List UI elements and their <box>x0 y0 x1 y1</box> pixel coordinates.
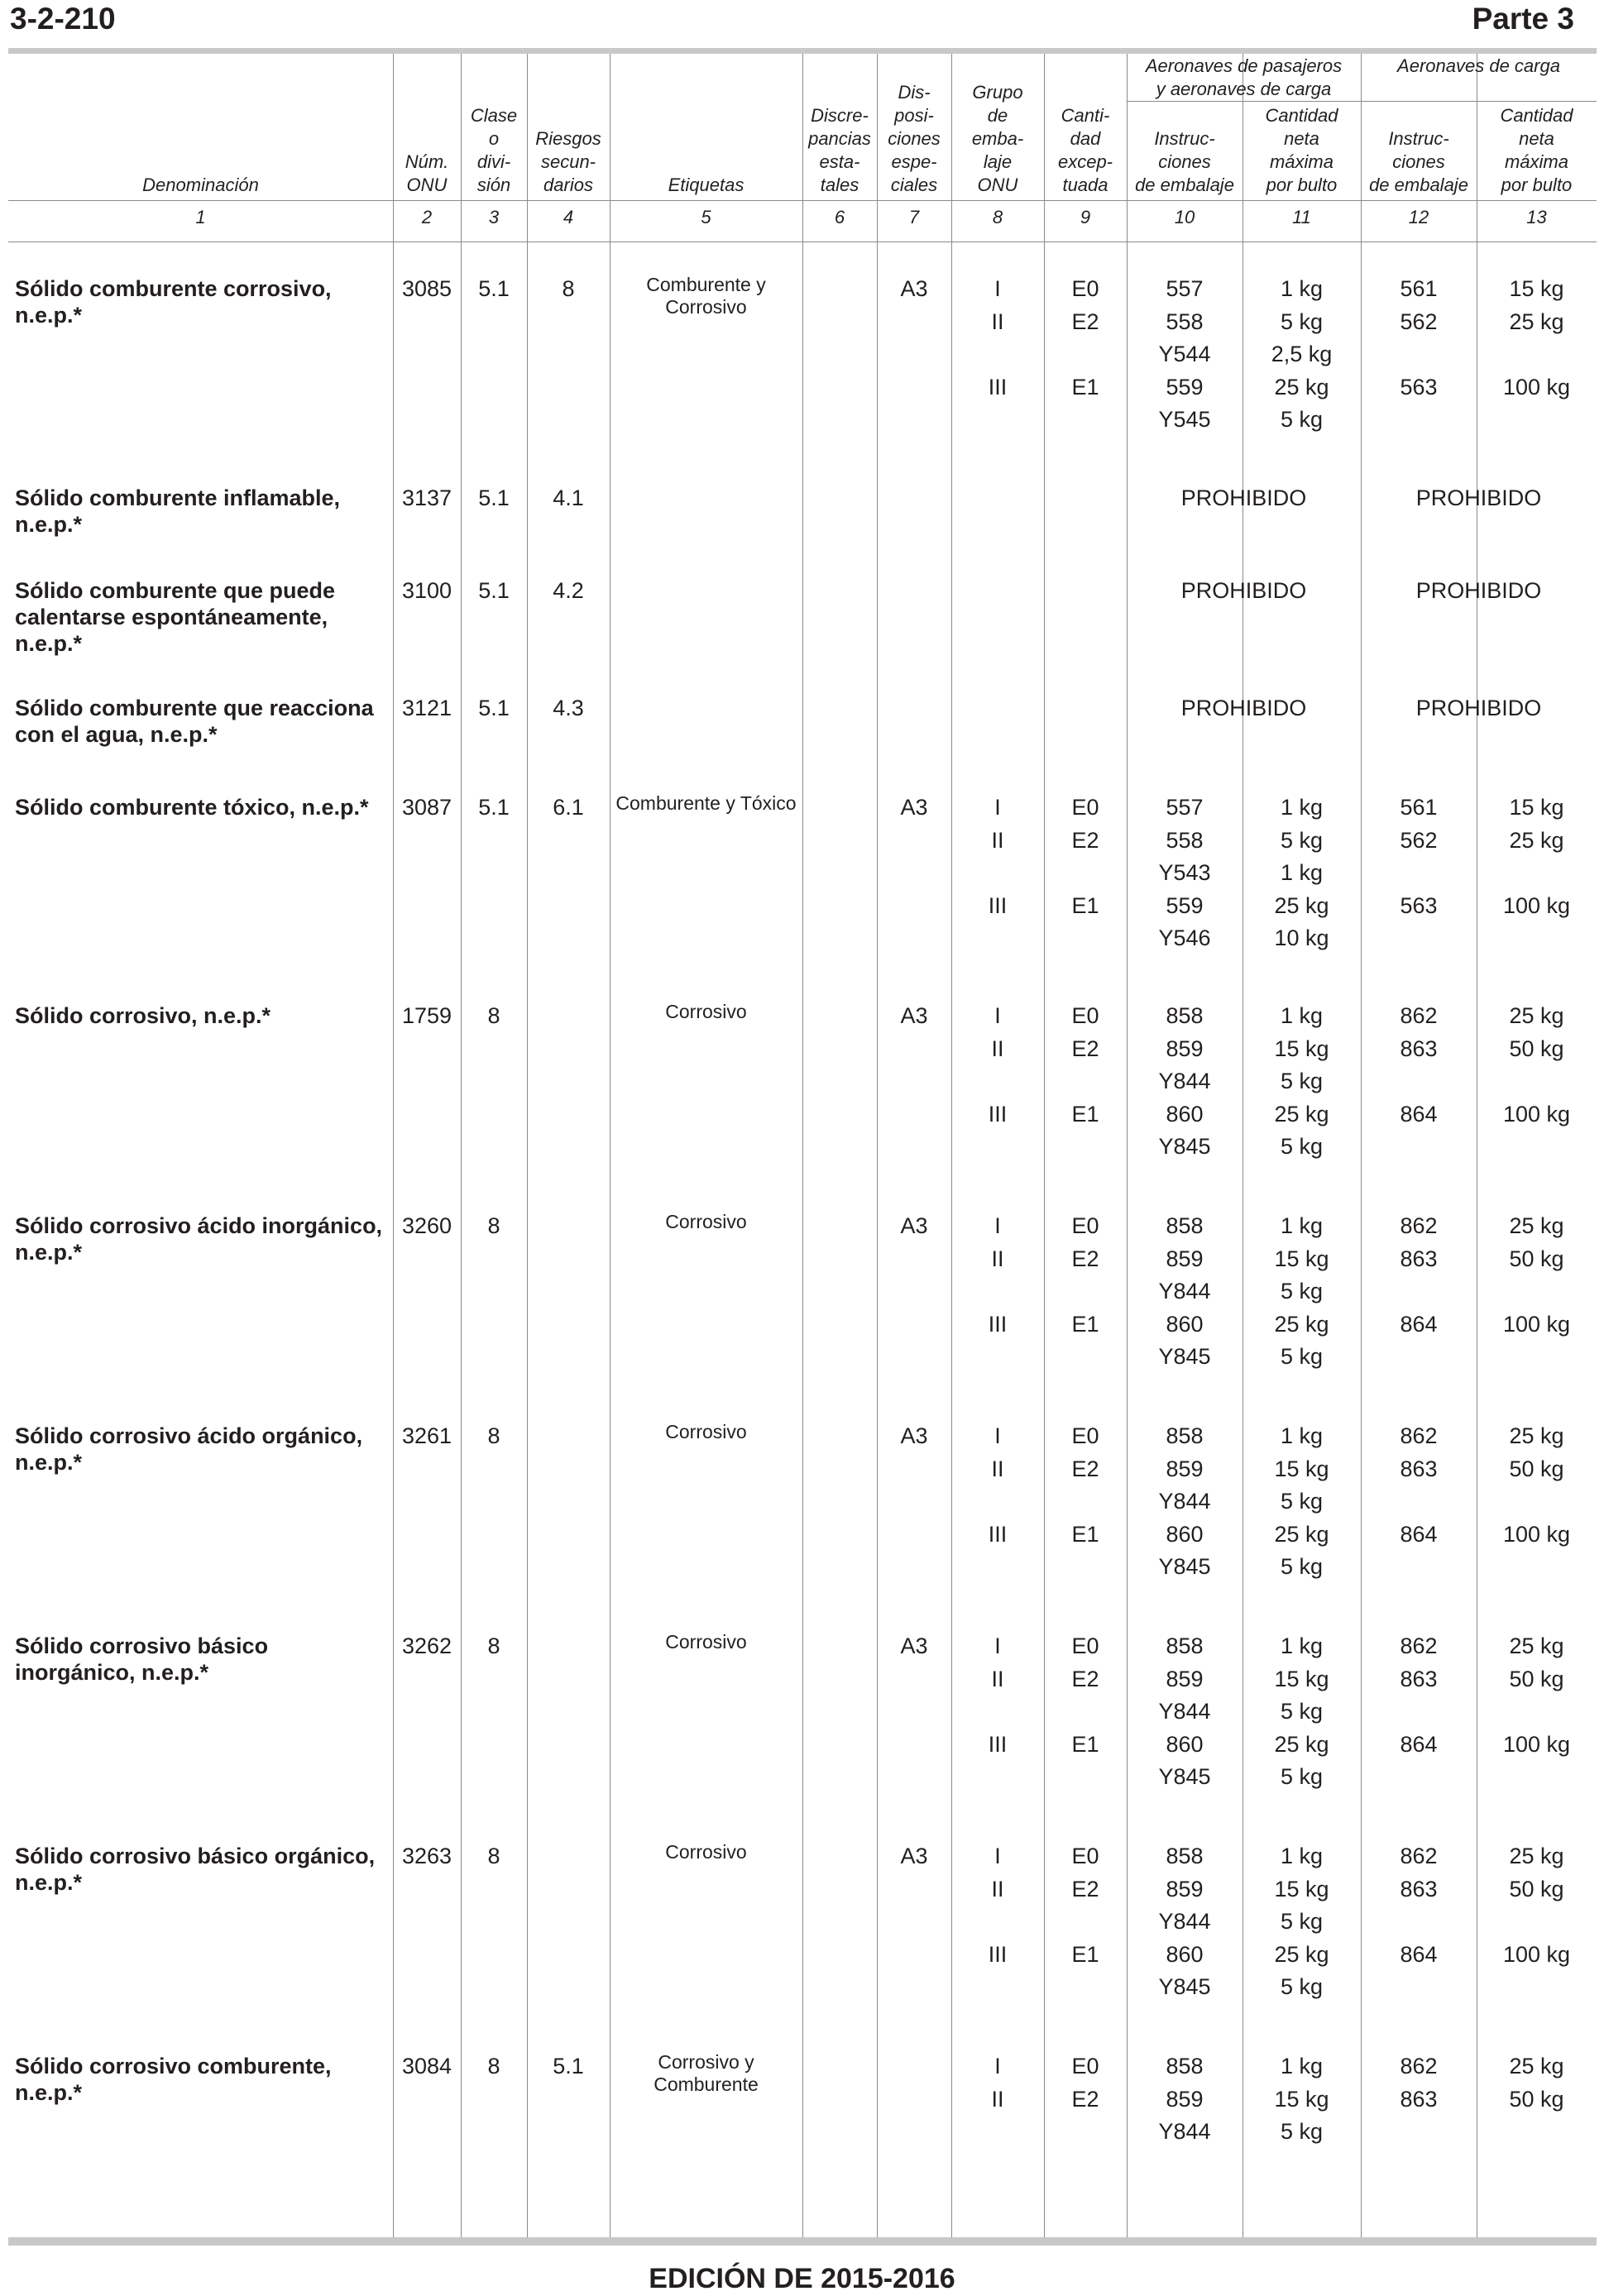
class-division: 8 <box>487 1844 500 1868</box>
pax-max-net-quantity: 25 kg <box>1274 1941 1329 1967</box>
pax-packing-instruction: Y545 <box>1158 407 1211 432</box>
cargo-packing-instruction: 863 <box>1400 1246 1438 1271</box>
packing-group: III <box>988 374 1008 399</box>
class-division: 5.1 <box>478 795 510 820</box>
pax-packing-instruction: 557 <box>1166 276 1204 301</box>
header-col-1: Denominación <box>142 175 259 195</box>
cargo-max-net-quantity: 25 kg <box>1509 1844 1564 1868</box>
pax-max-net-quantity: 5 kg <box>1280 1974 1324 1999</box>
column-number: 10 <box>1174 207 1195 227</box>
hazard-labels: Corrosivo <box>665 1001 747 1022</box>
part-label: Parte 3 <box>1472 2 1574 36</box>
excepted-quantity: E2 <box>1071 2086 1099 2112</box>
excepted-quantity: E1 <box>1071 374 1099 399</box>
cargo-max-net-quantity: 15 kg <box>1509 276 1564 301</box>
packing-group: I <box>994 1213 1001 1238</box>
class-division: 8 <box>487 1634 500 1658</box>
column-divider <box>877 54 878 2237</box>
pax-packing-instruction: Y845 <box>1158 1554 1211 1579</box>
un-number: 3084 <box>401 2054 452 2078</box>
pax-max-net-quantity: 5 kg <box>1280 2119 1324 2144</box>
pax-packing-instruction: 859 <box>1166 2086 1204 2112</box>
cargo-packing-instruction: 862 <box>1400 2054 1438 2078</box>
cargo-max-net-quantity: 100 kg <box>1502 1941 1571 1967</box>
secondary-risk: 4.1 <box>553 486 584 510</box>
bottom-rule <box>8 2237 1597 2246</box>
secondary-risk: 4.2 <box>553 578 584 603</box>
pax-packing-instruction: 559 <box>1166 892 1204 918</box>
hazard-labels: Corrosivo <box>665 1631 747 1653</box>
pax-max-net-quantity: 5 kg <box>1280 309 1324 334</box>
pax-packing-instruction: 858 <box>1166 1634 1204 1658</box>
cargo-packing-instruction: 864 <box>1400 1521 1438 1547</box>
cargo-max-net-quantity: 100 kg <box>1502 374 1571 399</box>
cargo-packing-instruction: 562 <box>1400 309 1438 334</box>
pax-max-net-quantity: 15 kg <box>1274 1456 1329 1481</box>
pax-packing-instruction: 858 <box>1166 1844 1204 1868</box>
cargo-max-net-quantity: 100 kg <box>1502 1731 1571 1757</box>
column-number: 4 <box>563 207 574 227</box>
pax-max-net-quantity: 5 kg <box>1280 1699 1324 1724</box>
column-number: 9 <box>1080 207 1091 227</box>
cargo-max-net-quantity: 25 kg <box>1509 1003 1564 1028</box>
header-col-8: Grupo de emba- laje ONU <box>971 82 1024 195</box>
column-number: 3 <box>488 207 500 227</box>
packing-group: I <box>994 1844 1001 1868</box>
pax-max-net-quantity: 5 kg <box>1280 1554 1324 1579</box>
prohibited-passenger: PROHIBIDO <box>1180 486 1307 510</box>
pax-packing-instruction: 860 <box>1166 1101 1204 1126</box>
pax-packing-instruction: 860 <box>1166 1941 1204 1967</box>
pax-packing-instruction: Y546 <box>1158 926 1211 950</box>
substance-name: Sólido comburente tóxico, n.e.p.* <box>15 795 369 820</box>
column-number: 5 <box>701 207 711 227</box>
pax-max-net-quantity: 10 kg <box>1274 926 1329 950</box>
cargo-max-net-quantity: 100 kg <box>1502 1101 1571 1126</box>
header-group-passenger: Aeronaves de pasajeros y aeronaves de carga <box>1145 55 1343 99</box>
packing-group: II <box>991 309 1004 334</box>
packing-group: III <box>988 1521 1008 1547</box>
pax-packing-instruction: Y844 <box>1158 1279 1211 1303</box>
packing-group: III <box>988 1941 1008 1967</box>
pax-max-net-quantity: 1 kg <box>1280 1423 1324 1448</box>
packing-group: III <box>988 1311 1008 1337</box>
packing-group: I <box>994 2054 1001 2078</box>
cargo-packing-instruction: 863 <box>1400 2086 1438 2112</box>
header-col-11: Cantidad neta máxima por bulto <box>1265 105 1338 195</box>
special-provisions: A3 <box>900 1213 928 1238</box>
excepted-quantity: E1 <box>1071 1311 1099 1337</box>
cargo-max-net-quantity: 50 kg <box>1509 1246 1564 1271</box>
pax-packing-instruction: 858 <box>1166 1003 1204 1028</box>
special-provisions: A3 <box>900 1003 928 1028</box>
substance-name: Sólido comburente corrosivo, n.e.p.* <box>15 276 332 328</box>
pax-max-net-quantity: 1 kg <box>1280 1003 1324 1028</box>
un-number: 3100 <box>401 578 452 603</box>
pax-packing-instruction: Y544 <box>1158 342 1211 366</box>
column-number: 6 <box>834 207 845 227</box>
prohibited-cargo: PROHIBIDO <box>1415 486 1542 510</box>
packing-group: II <box>991 1666 1004 1691</box>
secondary-risk: 4.3 <box>553 696 584 720</box>
packing-group: I <box>994 276 1001 301</box>
cargo-packing-instruction: 864 <box>1400 1101 1438 1126</box>
excepted-quantity: E0 <box>1071 795 1099 820</box>
secondary-risk: 6.1 <box>553 795 584 820</box>
column-number: 8 <box>992 207 1003 227</box>
pax-max-net-quantity: 1 kg <box>1280 1634 1324 1658</box>
excepted-quantity: E1 <box>1071 1101 1099 1126</box>
excepted-quantity: E0 <box>1071 2054 1099 2078</box>
pax-max-net-quantity: 25 kg <box>1274 1101 1329 1126</box>
cargo-packing-instruction: 862 <box>1400 1634 1438 1658</box>
pax-packing-instruction: 860 <box>1166 1311 1204 1337</box>
pax-max-net-quantity: 5 kg <box>1280 1344 1324 1369</box>
cargo-max-net-quantity: 100 kg <box>1502 892 1571 918</box>
header-col-12: Instruc- ciones de embalaje <box>1369 128 1468 195</box>
pax-packing-instruction: 859 <box>1166 1876 1204 1901</box>
pax-max-net-quantity: 5 kg <box>1280 1764 1324 1789</box>
class-division: 8 <box>487 2054 500 2078</box>
substance-name: Sólido comburente que reacciona con el agua, n.e.p.* <box>15 696 374 747</box>
pax-max-net-quantity: 15 kg <box>1274 1036 1329 1061</box>
cargo-packing-instruction: 862 <box>1400 1003 1438 1028</box>
cargo-packing-instruction: 864 <box>1400 1311 1438 1337</box>
class-division: 8 <box>487 1003 500 1028</box>
excepted-quantity: E0 <box>1071 1634 1099 1658</box>
packing-group: II <box>991 2086 1004 2112</box>
edition-footer: EDICIÓN DE 2015-2016 <box>649 2263 955 2294</box>
excepted-quantity: E2 <box>1071 309 1099 334</box>
header-col-10: Instruc- ciones de embalaje <box>1135 128 1234 195</box>
pax-packing-instruction: 860 <box>1166 1521 1204 1547</box>
packing-group: II <box>991 827 1004 853</box>
pax-packing-instruction: 859 <box>1166 1036 1204 1061</box>
pax-max-net-quantity: 5 kg <box>1280 1134 1324 1159</box>
excepted-quantity: E2 <box>1071 1666 1099 1691</box>
pax-packing-instruction: 860 <box>1166 1731 1204 1757</box>
pax-max-net-quantity: 5 kg <box>1280 1489 1324 1514</box>
column-number: 1 <box>195 207 206 227</box>
class-division: 5.1 <box>478 486 510 510</box>
excepted-quantity: E2 <box>1071 827 1099 853</box>
packing-group: III <box>988 1101 1008 1126</box>
cargo-packing-instruction: 863 <box>1400 1456 1438 1481</box>
pax-max-net-quantity: 5 kg <box>1280 407 1324 432</box>
special-provisions: A3 <box>900 1844 928 1868</box>
excepted-quantity: E2 <box>1071 1246 1099 1271</box>
column-number: 2 <box>421 207 433 227</box>
pax-packing-instruction: 558 <box>1166 309 1204 334</box>
hazard-labels: Comburente y Tóxico <box>615 792 797 814</box>
substance-name: Sólido corrosivo comburente, n.e.p.* <box>15 2054 332 2105</box>
cargo-packing-instruction: 561 <box>1400 276 1438 301</box>
cargo-max-net-quantity: 25 kg <box>1509 1423 1564 1448</box>
cargo-packing-instruction: 563 <box>1400 892 1438 918</box>
cargo-packing-instruction: 563 <box>1400 374 1438 399</box>
class-division: 5.1 <box>478 276 510 301</box>
cargo-max-net-quantity: 25 kg <box>1509 2054 1564 2078</box>
special-provisions: A3 <box>900 1423 928 1448</box>
cargo-max-net-quantity: 15 kg <box>1509 795 1564 820</box>
cargo-packing-instruction: 862 <box>1400 1844 1438 1868</box>
class-division: 8 <box>487 1213 500 1238</box>
pax-packing-instruction: Y844 <box>1158 1069 1211 1093</box>
special-provisions: A3 <box>900 1634 928 1658</box>
pax-max-net-quantity: 1 kg <box>1280 795 1324 820</box>
packing-group: I <box>994 1423 1001 1448</box>
pax-max-net-quantity: 5 kg <box>1280 1909 1324 1934</box>
substance-name: Sólido corrosivo básico inorgánico, n.e.p.* <box>15 1634 269 1685</box>
packing-group: II <box>991 1036 1004 1061</box>
pax-max-net-quantity: 25 kg <box>1274 892 1329 918</box>
pax-max-net-quantity: 15 kg <box>1274 1246 1329 1271</box>
hazard-labels: Corrosivo <box>665 1211 747 1232</box>
pax-max-net-quantity: 5 kg <box>1280 827 1324 853</box>
header-col-13: Cantidad neta máxima por bulto <box>1500 105 1573 195</box>
hazard-labels: Corrosivo <box>665 1421 747 1442</box>
pax-packing-instruction: 557 <box>1166 795 1204 820</box>
excepted-quantity: E0 <box>1071 1213 1099 1238</box>
cargo-packing-instruction: 863 <box>1400 1036 1438 1061</box>
un-number: 3261 <box>401 1423 452 1448</box>
pax-packing-instruction: 859 <box>1166 1666 1204 1691</box>
pax-packing-instruction: 858 <box>1166 1213 1204 1238</box>
header-col-9: Canti- dad excep- tuada <box>1057 105 1113 195</box>
substance-name: Sólido corrosivo ácido inorgánico, n.e.p.* <box>15 1213 383 1265</box>
prohibited-passenger: PROHIBIDO <box>1180 696 1307 720</box>
pax-packing-instruction: Y844 <box>1158 1909 1211 1934</box>
un-number: 3262 <box>401 1634 452 1658</box>
header-col-6: Discre- pancias esta- tales <box>808 105 871 195</box>
pax-packing-instruction: Y845 <box>1158 1764 1211 1789</box>
cargo-packing-instruction: 864 <box>1400 1941 1438 1967</box>
pax-max-net-quantity: 15 kg <box>1274 2086 1329 2112</box>
class-division: 5.1 <box>478 578 510 603</box>
pax-max-net-quantity: 25 kg <box>1274 1731 1329 1757</box>
packing-group: III <box>988 892 1008 918</box>
page-code: 3-2-210 <box>10 2 116 36</box>
excepted-quantity: E1 <box>1071 1731 1099 1757</box>
pax-max-net-quantity: 15 kg <box>1274 1666 1329 1691</box>
excepted-quantity: E0 <box>1071 1003 1099 1028</box>
top-rule <box>8 48 1597 54</box>
column-divider <box>527 54 528 2237</box>
pax-max-net-quantity: 2,5 kg <box>1271 342 1333 366</box>
pax-packing-instruction: 858 <box>1166 2054 1204 2078</box>
cargo-max-net-quantity: 50 kg <box>1509 1666 1564 1691</box>
cargo-max-net-quantity: 25 kg <box>1509 309 1564 334</box>
excepted-quantity: E1 <box>1071 1521 1099 1547</box>
substance-name: Sólido corrosivo ácido orgánico, n.e.p.* <box>15 1423 363 1475</box>
column-number: 11 <box>1292 207 1311 227</box>
cargo-max-net-quantity: 100 kg <box>1502 1521 1571 1547</box>
packing-group: I <box>994 1634 1001 1658</box>
prohibited-cargo: PROHIBIDO <box>1415 696 1542 720</box>
pax-max-net-quantity: 25 kg <box>1274 374 1329 399</box>
excepted-quantity: E0 <box>1071 276 1099 301</box>
special-provisions: A3 <box>900 795 928 820</box>
header-col-5: Etiquetas <box>668 175 745 195</box>
un-number: 1759 <box>401 1003 452 1028</box>
pax-packing-instruction: Y845 <box>1158 1344 1211 1369</box>
header-rule <box>8 200 1597 201</box>
secondary-risk: 8 <box>562 276 575 301</box>
cargo-max-net-quantity: 25 kg <box>1509 827 1564 853</box>
prohibited-cargo: PROHIBIDO <box>1415 578 1542 603</box>
cargo-max-net-quantity: 25 kg <box>1509 1213 1564 1238</box>
packing-group: II <box>991 1876 1004 1901</box>
substance-name: Sólido comburente inflamable, n.e.p.* <box>15 486 341 537</box>
packing-group: I <box>994 795 1001 820</box>
hazard-labels: Comburente y Corrosivo <box>646 274 766 318</box>
un-number: 3085 <box>401 276 452 301</box>
pax-max-net-quantity: 1 kg <box>1280 1213 1324 1238</box>
pax-max-net-quantity: 5 kg <box>1280 1069 1324 1093</box>
packing-group: II <box>991 1246 1004 1271</box>
pax-max-net-quantity: 1 kg <box>1280 1844 1324 1868</box>
header-group-cargo: Aeronaves de carga <box>1397 55 1560 76</box>
pax-max-net-quantity: 15 kg <box>1274 1876 1329 1901</box>
excepted-quantity: E0 <box>1071 1844 1099 1868</box>
header-col-7: Dis- posi- ciones espe- ciales <box>888 82 941 195</box>
substance-name: Sólido corrosivo básico orgánico, n.e.p.* <box>15 1844 376 1895</box>
pax-max-net-quantity: 5 kg <box>1280 1279 1324 1303</box>
excepted-quantity: E1 <box>1071 1941 1099 1967</box>
cargo-packing-instruction: 862 <box>1400 1213 1438 1238</box>
class-division: 5.1 <box>478 696 510 720</box>
hazard-labels: Corrosivo y Comburente <box>654 2051 759 2095</box>
excepted-quantity: E2 <box>1071 1456 1099 1481</box>
column-number: 13 <box>1526 207 1547 227</box>
un-number: 3087 <box>401 795 452 820</box>
pax-packing-instruction: Y845 <box>1158 1134 1211 1159</box>
pax-packing-instruction: Y845 <box>1158 1974 1211 1999</box>
pax-packing-instruction: Y844 <box>1158 1699 1211 1724</box>
cargo-max-net-quantity: 50 kg <box>1509 1456 1564 1481</box>
un-number: 3263 <box>401 1844 452 1868</box>
pax-packing-instruction: Y844 <box>1158 1489 1211 1514</box>
cargo-packing-instruction: 862 <box>1400 1423 1438 1448</box>
un-number: 3121 <box>401 696 452 720</box>
cargo-max-net-quantity: 50 kg <box>1509 1036 1564 1061</box>
pax-packing-instruction: Y844 <box>1158 2119 1211 2144</box>
excepted-quantity: E1 <box>1071 892 1099 918</box>
pax-packing-instruction: Y543 <box>1158 860 1211 885</box>
secondary-risk: 5.1 <box>553 2054 584 2078</box>
header-col-4: Riesgos secun- darios <box>535 128 601 195</box>
cargo-packing-instruction: 863 <box>1400 1876 1438 1901</box>
packing-group: I <box>994 1003 1001 1028</box>
substance-name: Sólido corrosivo, n.e.p.* <box>15 1003 271 1028</box>
column-number: 12 <box>1408 207 1429 227</box>
excepted-quantity: E2 <box>1071 1876 1099 1901</box>
special-provisions: A3 <box>900 276 928 301</box>
cargo-max-net-quantity: 50 kg <box>1509 1876 1564 1901</box>
pax-max-net-quantity: 1 kg <box>1280 860 1324 885</box>
pax-max-net-quantity: 1 kg <box>1280 2054 1324 2078</box>
class-division: 8 <box>487 1423 500 1448</box>
pax-max-net-quantity: 25 kg <box>1274 1311 1329 1337</box>
substance-name: Sólido comburente que puede calentarse espontáneamente, n.e.p.* <box>15 578 336 656</box>
pax-packing-instruction: 559 <box>1166 374 1204 399</box>
excepted-quantity: E2 <box>1071 1036 1099 1061</box>
cargo-packing-instruction: 864 <box>1400 1731 1438 1757</box>
cargo-packing-instruction: 863 <box>1400 1666 1438 1691</box>
pax-max-net-quantity: 1 kg <box>1280 276 1324 301</box>
excepted-quantity: E0 <box>1071 1423 1099 1448</box>
column-divider <box>802 54 803 2237</box>
pax-packing-instruction: 859 <box>1166 1246 1204 1271</box>
header-col-2: Núm. ONU <box>405 151 449 195</box>
hazard-labels: Corrosivo <box>665 1841 747 1863</box>
column-divider <box>461 54 462 2237</box>
header-col-3: Clase o divi- sión <box>470 105 518 195</box>
cargo-packing-instruction: 562 <box>1400 827 1438 853</box>
pax-max-net-quantity: 25 kg <box>1274 1521 1329 1547</box>
cargo-max-net-quantity: 50 kg <box>1509 2086 1564 2112</box>
cargo-max-net-quantity: 100 kg <box>1502 1311 1571 1337</box>
pax-packing-instruction: 558 <box>1166 827 1204 853</box>
un-number: 3137 <box>401 486 452 510</box>
packing-group: II <box>991 1456 1004 1481</box>
column-divider <box>393 54 394 2237</box>
column-number: 7 <box>908 207 920 227</box>
prohibited-passenger: PROHIBIDO <box>1180 578 1307 603</box>
packing-group: III <box>988 1731 1008 1757</box>
cargo-packing-instruction: 561 <box>1400 795 1438 820</box>
pax-packing-instruction: 859 <box>1166 1456 1204 1481</box>
un-number: 3260 <box>401 1213 452 1238</box>
pax-packing-instruction: 858 <box>1166 1423 1204 1448</box>
cargo-max-net-quantity: 25 kg <box>1509 1634 1564 1658</box>
